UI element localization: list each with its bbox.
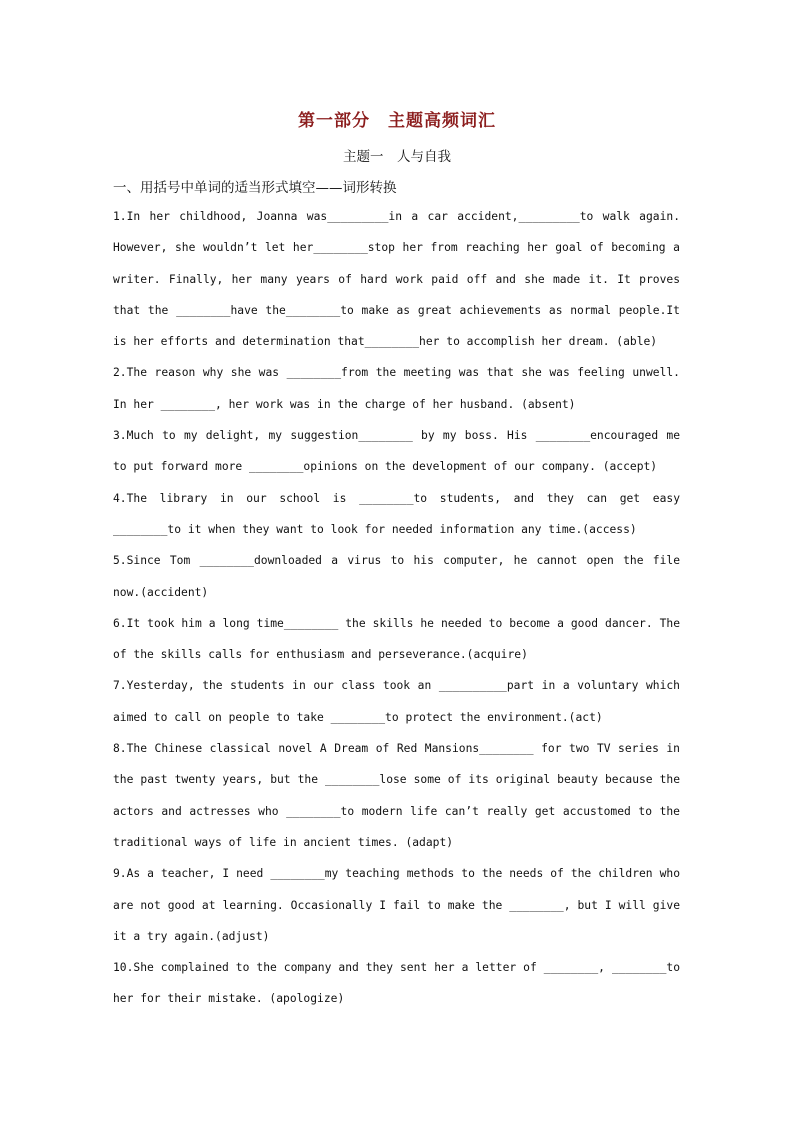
question-item: 8.The Chinese classical novel A Dream of Red Mansions________ for two TV series in the past twenty years, but the ________lose some of its original beauty because the actors and actresses who ________to modern life can’t really get accustomed to the traditional ways of life in ancient times. (adapt) — [113, 742, 680, 849]
question-item: 6.It took him a long time________ the skills he needed to become a good dancer. The of the skills calls for enthusiasm and perseverance.(acquire) — [113, 616, 680, 662]
question-item: 10.She complained to the company and they sent her a letter of ________, ________to her for their mistake. (apologize) — [113, 961, 680, 1006]
page-subtitle: 主题一 人与自我 — [343, 149, 451, 165]
question-item: 5.Since Tom ________downloaded a virus to his computer, he cannot open the file now.(accident) — [113, 554, 680, 599]
question-list — [113, 201, 680, 1015]
question-item: 4.The library in our school is ________to students, and they can get easy ________to it when they want to look for needed information any time.(access) — [113, 491, 680, 536]
section-heading: 一、用括号中单词的适当形式填空——词形转换 — [113, 180, 397, 196]
question-item: 9.As a teacher, I need ________my teaching methods to the needs of the children who are not good at learning. Occasionally I fail to make the ________, but I will give it a try again.(adjust) — [113, 867, 680, 943]
question-item: 3.Much to my delight, my suggestion________ by my boss. His ________encouraged me to put forward more ________opinions on the development of our company. (accept) — [113, 429, 680, 474]
page-title: 第一部分 主题高频词汇 — [298, 111, 496, 131]
question-item: 1.In her childhood, Joanna was_________in a car accident,_________to walk again. However, she wouldn’t let her________stop her from reaching her goal of becoming a writer. Finally, her many years of hard work paid off and she made it. It proves that the ________have the________to make as great achievements as normal people.It is her efforts and determination that________her to accomplish her dream. (able) — [113, 210, 680, 349]
question-item: 2.The reason why she was ________from the meeting was that she was feeling unwell. In her ________, her work was in the charge of her husband. (absent) — [113, 366, 680, 411]
question-item: 7.Yesterday, the students in our class took an __________part in a voluntary which aimed to call on people to take ________to protect the environment.(act) — [113, 679, 680, 724]
